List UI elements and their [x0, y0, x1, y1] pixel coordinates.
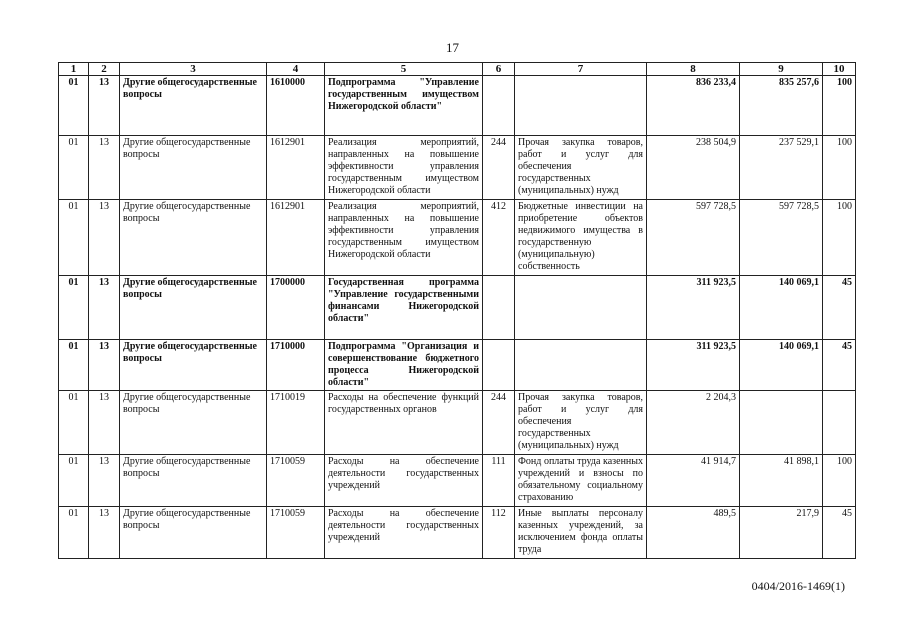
cell-col-3: Другие общегосударственные вопросы	[120, 276, 267, 340]
cell-col-3: Другие общегосударственные вопросы	[120, 507, 267, 559]
cell-col-7	[515, 276, 647, 340]
cell-col-6: 244	[483, 391, 515, 455]
cell-col-5: Реализация мероприятий, направленных на повышение эффективности управления государственным имуществом Нижегородской области	[325, 136, 483, 200]
cell-col-8: 311 923,5	[647, 276, 740, 340]
cell-col-6: 112	[483, 507, 515, 559]
header-cell: 1	[59, 63, 89, 76]
cell-col-3: Другие общегосударственные вопросы	[120, 200, 267, 276]
cell-col-6	[483, 276, 515, 340]
cell-col-10: 100	[823, 136, 856, 200]
cell-col-7: Фонд оплаты труда казенных учреждений и взносы по обязательному социальному страхованию	[515, 455, 647, 507]
header-cell: 10	[823, 63, 856, 76]
cell-col-4: 1612901	[267, 136, 325, 200]
cell-col-8: 836 233,4	[647, 76, 740, 136]
cell-col-6	[483, 340, 515, 391]
cell-col-10: 100	[823, 200, 856, 276]
cell-col-5: Расходы на обеспечение функций государственных органов	[325, 391, 483, 455]
cell-col-10: 45	[823, 340, 856, 391]
cell-col-3: Другие общегосударственные вопросы	[120, 136, 267, 200]
cell-col-9: 217,9	[740, 507, 823, 559]
header-cell: 3	[120, 63, 267, 76]
table-row	[59, 391, 856, 455]
header-row	[59, 63, 856, 76]
table-row	[59, 340, 856, 391]
cell-col-1: 01	[59, 391, 89, 455]
cell-col-1: 01	[59, 455, 89, 507]
table-row	[59, 76, 856, 136]
header-cell: 5	[325, 63, 483, 76]
cell-col-2: 13	[89, 76, 120, 136]
cell-col-7	[515, 76, 647, 136]
cell-col-5: Подпрограмма "Управление государственным имуществом Нижегородской области"	[325, 76, 483, 136]
cell-col-8: 311 923,5	[647, 340, 740, 391]
header-cell: 4	[267, 63, 325, 76]
cell-col-3: Другие общегосударственные вопросы	[120, 455, 267, 507]
cell-col-5: Государственная программа "Управление государственными финансами Нижегородской области"	[325, 276, 483, 340]
cell-col-10: 45	[823, 276, 856, 340]
budget-table	[58, 62, 856, 559]
cell-col-4: 1710000	[267, 340, 325, 391]
cell-col-9	[740, 391, 823, 455]
cell-col-1: 01	[59, 276, 89, 340]
table-body	[59, 76, 856, 559]
cell-col-9: 597 728,5	[740, 200, 823, 276]
header-cell: 9	[740, 63, 823, 76]
cell-col-8: 2 204,3	[647, 391, 740, 455]
cell-col-2: 13	[89, 276, 120, 340]
cell-col-10: 100	[823, 455, 856, 507]
table-row	[59, 507, 856, 559]
cell-col-6: 244	[483, 136, 515, 200]
cell-col-3: Другие общегосударственные вопросы	[120, 391, 267, 455]
cell-col-2: 13	[89, 200, 120, 276]
header-cell: 6	[483, 63, 515, 76]
cell-col-8: 597 728,5	[647, 200, 740, 276]
cell-col-7: Прочая закупка товаров, работ и услуг для обеспечения государственных (муниципальных) нужд	[515, 391, 647, 455]
cell-col-5: Подпрограмма "Организация и совершенствование бюджетного процесса Нижегородской области"	[325, 340, 483, 391]
cell-col-6: 111	[483, 455, 515, 507]
cell-col-4: 1710059	[267, 507, 325, 559]
cell-col-6: 412	[483, 200, 515, 276]
header-cell: 2	[89, 63, 120, 76]
cell-col-2: 13	[89, 507, 120, 559]
cell-col-4: 1710059	[267, 455, 325, 507]
cell-col-1: 01	[59, 76, 89, 136]
page-number: 17	[446, 40, 459, 55]
cell-col-4: 1612901	[267, 200, 325, 276]
cell-col-2: 13	[89, 136, 120, 200]
cell-col-2: 13	[89, 455, 120, 507]
cell-col-9: 140 069,1	[740, 276, 823, 340]
cell-col-10: 100	[823, 76, 856, 136]
cell-col-9: 835 257,6	[740, 76, 823, 136]
document-code: 0404/2016-1469(1)	[751, 579, 845, 593]
cell-col-2: 13	[89, 391, 120, 455]
cell-col-5: Реализация мероприятий, направленных на повышение эффективности управления государственным имуществом Нижегородской области	[325, 200, 483, 276]
cell-col-7: Прочая закупка товаров, работ и услуг для обеспечения государственных (муниципальных) нужд	[515, 136, 647, 200]
cell-col-8: 489,5	[647, 507, 740, 559]
cell-col-3: Другие общегосударственные вопросы	[120, 76, 267, 136]
cell-col-8: 41 914,7	[647, 455, 740, 507]
cell-col-4: 1710019	[267, 391, 325, 455]
cell-col-2: 13	[89, 340, 120, 391]
header-cell: 7	[515, 63, 647, 76]
cell-col-7	[515, 340, 647, 391]
cell-col-10	[823, 391, 856, 455]
cell-col-3: Другие общегосударственные вопросы	[120, 340, 267, 391]
cell-col-1: 01	[59, 136, 89, 200]
cell-col-10: 45	[823, 507, 856, 559]
cell-col-1: 01	[59, 507, 89, 559]
cell-col-5: Расходы на обеспечение деятельности государственных учреждений	[325, 507, 483, 559]
cell-col-7: Бюджетные инвестиции на приобретение объектов недвижимого имущества в государственную (муниципальную) собственность	[515, 200, 647, 276]
table-row	[59, 276, 856, 340]
cell-col-7: Иные выплаты персоналу казенных учреждений, за исключением фонда оплаты труда	[515, 507, 647, 559]
cell-col-5: Расходы на обеспечение деятельности государственных учреждений	[325, 455, 483, 507]
table-row	[59, 200, 856, 276]
table-row	[59, 455, 856, 507]
cell-col-4: 1610000	[267, 76, 325, 136]
cell-col-1: 01	[59, 340, 89, 391]
cell-col-9: 41 898,1	[740, 455, 823, 507]
cell-col-6	[483, 76, 515, 136]
cell-col-8: 238 504,9	[647, 136, 740, 200]
cell-col-9: 140 069,1	[740, 340, 823, 391]
cell-col-9: 237 529,1	[740, 136, 823, 200]
table-row	[59, 136, 856, 200]
header-cell: 8	[647, 63, 740, 76]
cell-col-1: 01	[59, 200, 89, 276]
cell-col-4: 1700000	[267, 276, 325, 340]
